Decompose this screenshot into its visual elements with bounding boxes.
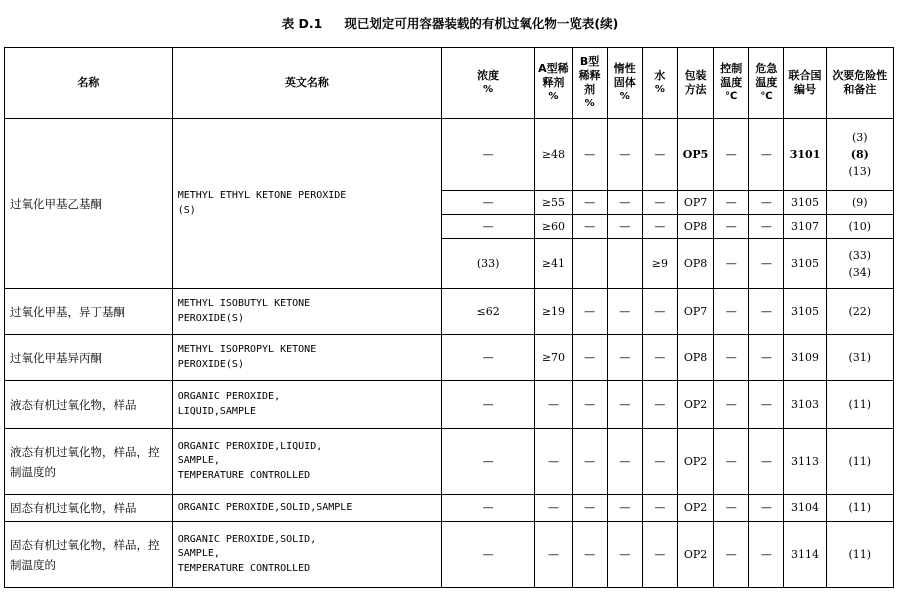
cell-type-a: —	[535, 381, 572, 429]
cell-notes: (22)	[826, 289, 893, 335]
cell-water: —	[642, 495, 677, 522]
note: (8)	[850, 148, 869, 161]
cell-conc: ≤62	[441, 289, 534, 335]
header-english: 英文名称	[172, 48, 441, 119]
cell-type-b: —	[572, 289, 607, 335]
cell-ctrl: —	[714, 429, 749, 495]
cell-emerg: —	[749, 191, 784, 215]
cell-ctrl: —	[714, 119, 749, 191]
cell-water: —	[642, 429, 677, 495]
table-row	[5, 335, 894, 381]
peroxide-table	[4, 47, 894, 588]
cell-type-a: —	[535, 429, 572, 495]
table-title	[0, 14, 900, 32]
cell-emerg: —	[749, 381, 784, 429]
cell-ctrl: —	[714, 522, 749, 588]
cell-un: 3114	[784, 522, 826, 588]
table-row	[5, 289, 894, 335]
cell-type-b: —	[572, 495, 607, 522]
header-water-unit: %	[654, 84, 665, 95]
cell-notes: (11)	[826, 495, 893, 522]
cell-packing: OP8	[677, 335, 713, 381]
header-packing: 包装方法	[677, 48, 713, 119]
table-label: 表 D.1	[281, 16, 323, 31]
cell-inert: —	[607, 119, 642, 191]
cell-type-b: —	[572, 215, 607, 239]
note: (13)	[848, 165, 872, 178]
cell-inert: —	[607, 191, 642, 215]
header-type-a: A型稀释剂 %	[535, 48, 572, 119]
cell-ctrl: —	[714, 495, 749, 522]
row-english: ORGANIC PEROXIDE,SOLID,SAMPLE	[172, 495, 441, 522]
header-conc-unit: %	[483, 84, 494, 95]
note: (34)	[848, 265, 872, 279]
note: (33)	[848, 248, 872, 262]
cell-water: —	[642, 119, 677, 191]
header-type-b-unit: %	[584, 98, 595, 109]
cell-packing: OP2	[677, 522, 713, 588]
cell-packing: OP7	[677, 191, 713, 215]
cell-type-b: —	[572, 429, 607, 495]
cell-un: 3101	[784, 119, 826, 191]
cell-un: 3105	[784, 289, 826, 335]
cell-inert: —	[607, 381, 642, 429]
cell-type-a: ≥41	[535, 239, 572, 289]
cell-notes	[826, 119, 893, 191]
cell-packing: OP2	[677, 381, 713, 429]
cell-type-a: —	[535, 522, 572, 588]
cell-un: 3105	[784, 191, 826, 215]
cell-notes: (31)	[826, 335, 893, 381]
cell-inert	[607, 239, 642, 289]
cell-type-a: ≥48	[535, 119, 572, 191]
header-name: 名称	[5, 48, 173, 119]
cell-emerg: —	[749, 335, 784, 381]
cell-conc: —	[441, 119, 534, 191]
cell-conc: —	[441, 381, 534, 429]
cell-ctrl: —	[714, 381, 749, 429]
header-water: 水 %	[642, 48, 677, 119]
row-name: 液态有机过氧化物，样品	[5, 381, 173, 429]
cell-packing: OP2	[677, 495, 713, 522]
cell-conc: —	[441, 429, 534, 495]
cell-conc: (33)	[441, 239, 534, 289]
cell-packing: OP7	[677, 289, 713, 335]
cell-emerg: —	[749, 495, 784, 522]
cell-inert: —	[607, 335, 642, 381]
note: (3)	[852, 131, 868, 144]
row-name: 过氧化甲基乙基酮	[5, 119, 173, 289]
row-name: 固态有机过氧化物，样品	[5, 495, 173, 522]
cell-type-b: —	[572, 381, 607, 429]
row-name: 过氧化甲基异丙酮	[5, 335, 173, 381]
cell-water: —	[642, 215, 677, 239]
cell-ctrl: —	[714, 191, 749, 215]
cell-water: —	[642, 381, 677, 429]
cell-packing: OP2	[677, 429, 713, 495]
cell-type-b	[572, 239, 607, 289]
cell-notes: (10)	[826, 215, 893, 239]
cell-notes	[826, 239, 893, 289]
row-english: METHYL ISOPROPYL KETONE PEROXIDE(S)	[172, 335, 441, 381]
cell-type-a: ≥19	[535, 289, 572, 335]
cell-un: 3107	[784, 215, 826, 239]
cell-notes: (11)	[826, 429, 893, 495]
header-notes: 次要危险性和备注	[826, 48, 893, 119]
cell-un: 3105	[784, 239, 826, 289]
header-type-a-unit: %	[548, 91, 559, 102]
row-english: METHYL ISOBUTYL KETONE PEROXIDE(S)	[172, 289, 441, 335]
cell-emerg: —	[749, 429, 784, 495]
cell-type-b: —	[572, 335, 607, 381]
cell-conc: —	[441, 191, 534, 215]
cell-type-a: ≥55	[535, 191, 572, 215]
cell-inert: —	[607, 522, 642, 588]
cell-packing: OP5	[677, 119, 713, 191]
row-english: ORGANIC PEROXIDE,SOLID, SAMPLE, TEMPERATURE CONTROLLED	[172, 522, 441, 588]
cell-conc: —	[441, 335, 534, 381]
table-row	[5, 522, 894, 588]
cell-type-a: —	[535, 495, 572, 522]
cell-type-a: ≥70	[535, 335, 572, 381]
header-row	[5, 48, 894, 119]
cell-water: —	[642, 522, 677, 588]
row-name: 液态有机过氧化物，样品，控制温度的	[5, 429, 173, 495]
cell-ctrl: —	[714, 289, 749, 335]
cell-ctrl: —	[714, 239, 749, 289]
table-row	[5, 381, 894, 429]
cell-inert: —	[607, 495, 642, 522]
table-caption: 现已划定可用容器装载的有机过氧化物一览表(续)	[344, 16, 619, 31]
header-ctrl-unit: ℃	[725, 91, 738, 102]
header-emerg-unit: ℃	[760, 91, 773, 102]
cell-un: 3109	[784, 335, 826, 381]
cell-conc: —	[441, 495, 534, 522]
cell-inert: —	[607, 215, 642, 239]
cell-notes: (11)	[826, 381, 893, 429]
cell-type-b: —	[572, 522, 607, 588]
cell-water: —	[642, 335, 677, 381]
cell-ctrl: —	[714, 335, 749, 381]
row-name: 过氧化甲基，异丁基酮	[5, 289, 173, 335]
cell-packing: OP8	[677, 239, 713, 289]
cell-un: 3104	[784, 495, 826, 522]
cell-emerg: —	[749, 289, 784, 335]
cell-notes: (11)	[826, 522, 893, 588]
cell-conc: —	[441, 522, 534, 588]
table-row	[5, 119, 894, 191]
header-emerg-temp: 危急温度 ℃	[749, 48, 784, 119]
cell-notes: (9)	[826, 191, 893, 215]
header-ctrl-temp: 控制温度 ℃	[714, 48, 749, 119]
cell-ctrl: —	[714, 215, 749, 239]
cell-emerg: —	[749, 119, 784, 191]
header-inert: 惰性固体 %	[607, 48, 642, 119]
header-un: 联合国编号	[784, 48, 826, 119]
cell-emerg: —	[749, 239, 784, 289]
table-row	[5, 495, 894, 522]
row-english: ORGANIC PEROXIDE, LIQUID,SAMPLE	[172, 381, 441, 429]
cell-packing: OP8	[677, 215, 713, 239]
cell-un: 3113	[784, 429, 826, 495]
cell-inert: —	[607, 429, 642, 495]
header-type-b: B型稀释剂 %	[572, 48, 607, 119]
row-english: ORGANIC PEROXIDE,LIQUID, SAMPLE, TEMPERATURE CONTROLLED	[172, 429, 441, 495]
cell-emerg: —	[749, 522, 784, 588]
row-name: 固态有机过氧化物，样品，控制温度的	[5, 522, 173, 588]
cell-conc: —	[441, 215, 534, 239]
cell-emerg: —	[749, 215, 784, 239]
cell-type-b: —	[572, 191, 607, 215]
cell-water: ≥9	[642, 239, 677, 289]
cell-water: —	[642, 289, 677, 335]
cell-un: 3103	[784, 381, 826, 429]
header-concentration: 浓度 %	[441, 48, 534, 119]
header-inert-unit: %	[619, 91, 630, 102]
cell-type-b: —	[572, 119, 607, 191]
cell-inert: —	[607, 289, 642, 335]
table-row	[5, 429, 894, 495]
cell-water: —	[642, 191, 677, 215]
cell-type-a: ≥60	[535, 215, 572, 239]
row-english: METHYL ETHYL KETONE PEROXIDE (S)	[172, 119, 441, 289]
